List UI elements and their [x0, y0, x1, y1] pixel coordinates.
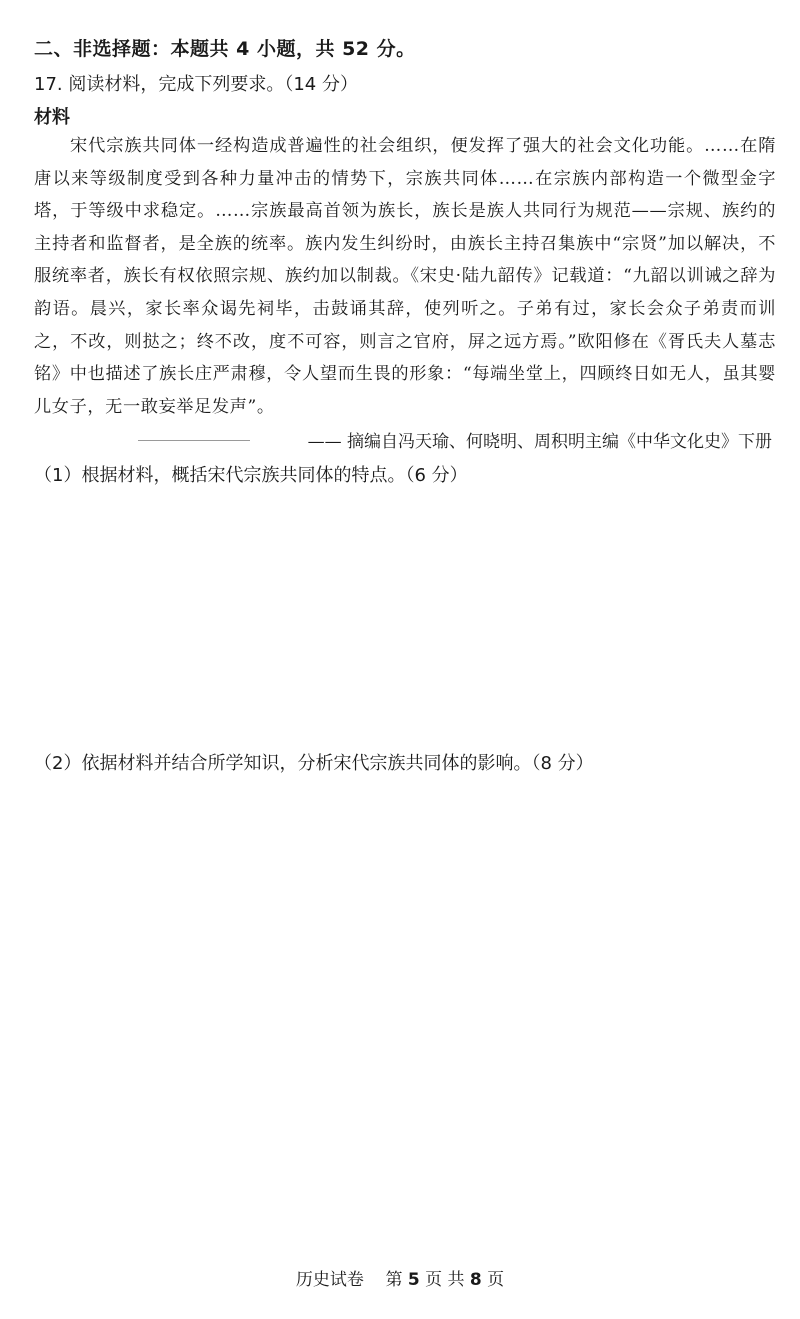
footer-page-prefix: 第 — [385, 1270, 403, 1290]
sub-question-2: （2）依据材料并结合所学知识，分析宋代宗族共同体的影响。（8 分） — [34, 753, 594, 774]
page-footer — [0, 1265, 800, 1290]
answer-area-2[interactable] — [34, 783, 774, 1243]
material-source: —— 摘编自冯天瑜、何晓明、周积明主编《中华文化史》下册 — [307, 432, 772, 452]
footer-subject: 历史试卷 — [295, 1270, 364, 1290]
material-label: 材料 — [34, 107, 70, 128]
question-prompt: 17. 阅读材料，完成下列要求。（14 分） — [34, 74, 358, 95]
footer-page-mid: 页 共 — [425, 1270, 465, 1290]
source-divider — [138, 440, 250, 441]
section-heading: 二、非选择题：本题共 4 小题，共 52 分。 — [34, 38, 416, 60]
footer-page-suffix: 页 — [487, 1270, 505, 1290]
answer-area-1[interactable] — [34, 495, 774, 735]
footer-page-current: 5 — [407, 1270, 420, 1290]
material-text: 宋代宗族共同体一经构造成普遍性的社会组织，便发挥了强大的社会文化功能。……在隋唐以来等级制度受到各种力量冲击的情势下，宗族共同体……在宗族内部构造一个微型金字塔，于等级中求稳定。……宗族最高首领为族长，族长是族人共同行为规范——宗规、族约的主持者和监督者，是全族的统率。族内发生纠纷时，由族长主持召集族中“宗贤”加以解决，不服统率者，族长有权依照宗规、族约加以制裁。《宋史·陆九韶传》记载道：“九韶以训诫之辞为韵语。晨兴，家长率众谒先祠毕，击鼓诵其辞，使列听之。子弟有过，家长会众子弟责而训之，不改，则挞之；终不改，度不可容，则言之官府，屏之远方焉。”欧阳修在《胥氏夫人墓志铭》中也描述了族长庄严肃穆，令人望而生畏的形象：“每端坐堂上，四顾终日如无人，虽其婴儿女子，无一敢妄举足发声”。 — [34, 136, 776, 417]
footer-page-total: 8 — [469, 1270, 482, 1290]
sub-question-1: （1）根据材料，概括宋代宗族共同体的特点。（6 分） — [34, 465, 468, 486]
